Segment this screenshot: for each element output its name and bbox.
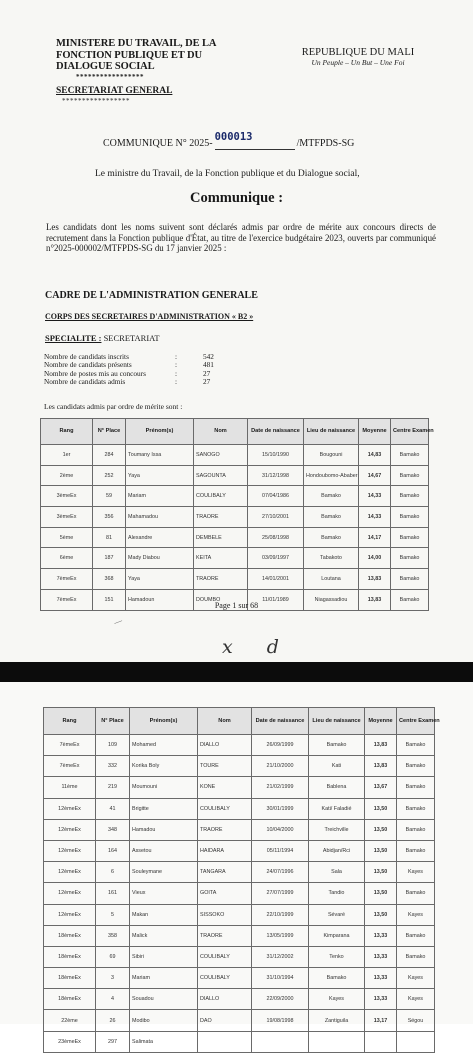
cell-date-naissance: 05/11/1994 (252, 840, 309, 861)
cell-date-naissance: 03/09/1997 (248, 548, 304, 569)
handwritten-initials: x d (222, 636, 293, 658)
cell-prenom: Assetou (130, 840, 198, 861)
cell-lieu-naissance: Tandio (309, 883, 365, 904)
cell-nom: DOUMBO (194, 589, 248, 610)
cell-prenom: Alexandre (126, 527, 194, 548)
cell-rang: 12èmeEx (44, 904, 96, 925)
column-header: Lieu de naissance (304, 419, 359, 445)
cell-prenom: Hamadoun (126, 589, 194, 610)
secretariat-dots: ***************** (62, 97, 130, 105)
stat-value: 542 (203, 352, 214, 361)
cell-moyenne: 13,17 (365, 1010, 397, 1031)
page-separator (0, 662, 473, 682)
cell-moyenne: 13,33 (365, 989, 397, 1010)
cell-date-naissance: 26/09/1999 (252, 735, 309, 756)
cell-centre-examen: Bamako (391, 548, 429, 569)
table-header-row (44, 708, 435, 735)
stat-value: 481 (203, 360, 214, 370)
cell-rang: 18èmeEx (44, 968, 96, 989)
stat-colon: : (175, 377, 178, 387)
communique-title: Communique : (189, 190, 284, 206)
cell-centre-examen: Bamako (391, 527, 429, 548)
cell-moyenne: 14,17 (359, 527, 391, 548)
cell-prenom: Sibiri (130, 946, 198, 967)
column-header: Prénom(s) (126, 419, 194, 445)
table-row (44, 946, 435, 967)
cell-date-naissance: 22/09/2000 (252, 989, 309, 1010)
cell-lieu-naissance: Kati/ Faladié (309, 798, 365, 819)
cell-lieu-naissance: Treichville (309, 819, 365, 840)
ministry-line-1: MINISTERE DU TRAVAIL, DE LA (56, 38, 217, 49)
cell-moyenne: 13,50 (365, 819, 397, 840)
cell-moyenne: 13,83 (365, 756, 397, 777)
cell-moyenne: 13,83 (359, 569, 391, 590)
cell-place: 3 (96, 968, 130, 989)
cell-lieu-naissance: Abidjan/Rci (309, 840, 365, 861)
cell-rang: 22ème (44, 1010, 96, 1031)
table-row (44, 1031, 435, 1052)
stat-label: Nombre de candidats inscrits (44, 352, 129, 361)
table-row (44, 735, 435, 756)
cell-rang: 12èmeEx (44, 862, 96, 883)
cell-place: 81 (93, 527, 126, 548)
cell-prenom: Souleymane (130, 862, 198, 883)
cell-rang: 2ème (41, 465, 93, 486)
cell-rang: 3èmeEx (41, 486, 93, 507)
cell-moyenne: 13,50 (365, 840, 397, 861)
cell-moyenne: 13,50 (365, 798, 397, 819)
column-header: Moyenne (365, 708, 397, 735)
pen-mark: — (112, 615, 124, 628)
cell-prenom: Brigitte (130, 798, 198, 819)
column-header: Prénom(s) (130, 708, 198, 735)
cell-place: 161 (96, 883, 130, 904)
cell-moyenne: 13,67 (365, 777, 397, 798)
cell-lieu-naissance (309, 1031, 365, 1052)
cell-rang: 7èmeEx (44, 735, 96, 756)
cell-nom: COULIBALY (198, 798, 252, 819)
cell-date-naissance: 25/08/1998 (248, 527, 304, 548)
table-row (44, 989, 435, 1010)
column-header: Moyenne (359, 419, 391, 445)
cell-nom: DIALLO (198, 989, 252, 1010)
cell-place: 252 (93, 465, 126, 486)
cell-lieu-naissance: Kayes (309, 989, 365, 1010)
cell-date-naissance: 14/01/2001 (248, 569, 304, 590)
cell-prenom: Mohamed (130, 735, 198, 756)
cell-rang: 12èmeEx (44, 798, 96, 819)
secretariat-general: SECRETARIAT GENERAL (56, 86, 173, 96)
cell-moyenne: 13,33 (365, 925, 397, 946)
cell-date-naissance: 19/08/1998 (252, 1010, 309, 1031)
stat-label: Nombre de postes mis au concours (44, 368, 146, 378)
table-row (44, 819, 435, 840)
cell-moyenne: 14,00 (359, 548, 391, 569)
stat-value: 27 (203, 368, 211, 378)
cell-moyenne: 14,83 (359, 445, 391, 466)
table-row (44, 925, 435, 946)
cell-place: 41 (96, 798, 130, 819)
cell-centre-examen: Bamako (391, 465, 429, 486)
cell-place: 368 (93, 569, 126, 590)
admitted-intro: Les candidats admis par ordre de mérite sont : (44, 402, 183, 411)
column-header: Date de naissance (248, 419, 304, 445)
column-header: N° Place (93, 419, 126, 445)
republic-header (298, 47, 418, 68)
cell-prenom: Souadou (130, 989, 198, 1010)
communique-stamp-number: 000013 (214, 131, 253, 143)
communique-intro: Les candidats dont les noms suivent sont déclarés admis par ordre de mérite aux concours directs de recrutement dans la Fonction publique d'État, au titre de l'exercice budgétaire 2023, ouverts par communiqué n°2025-000002/MTFPDS-SG du 17 janvier 2025 : (46, 222, 436, 254)
cell-place: 164 (96, 840, 130, 861)
cell-rang: 12èmeEx (44, 819, 96, 840)
cell-prenom: Korika Boly (130, 756, 198, 777)
cell-prenom: Mady Diabou (126, 548, 194, 569)
republic-name: REPUBLIQUE DU MALI (301, 47, 415, 58)
cell-prenom: Hamadou (130, 819, 198, 840)
column-header: Nom (194, 419, 248, 445)
cell-place: 109 (96, 735, 130, 756)
table-row (41, 527, 429, 548)
cell-rang: 5ème (41, 527, 93, 548)
cell-place: 69 (96, 946, 130, 967)
cell-centre-examen: Kayes (397, 968, 435, 989)
table-row (41, 548, 429, 569)
cell-rang: 3èmeEx (41, 507, 93, 528)
header-dots: ***************** (76, 72, 144, 81)
column-header: Centre Examen (391, 419, 429, 445)
cell-nom: COULIBALY (194, 486, 248, 507)
stat-row (44, 378, 233, 386)
cell-place: 6 (96, 862, 130, 883)
cell-nom: SISSOKO (198, 904, 252, 925)
cell-rang: 7èmeEx (41, 589, 93, 610)
table-row (41, 507, 429, 528)
cell-centre-examen: Bamako (397, 777, 435, 798)
cell-lieu-naissance: Tabakoto (304, 548, 359, 569)
cell-moyenne: 13,83 (365, 735, 397, 756)
cell-nom: TRAORE (194, 569, 248, 590)
cell-date-naissance: 31/12/1998 (248, 465, 304, 486)
cell-place: 4 (96, 989, 130, 1010)
cell-nom: COULIBALY (198, 968, 252, 989)
cell-date-naissance: 22/10/1999 (252, 904, 309, 925)
cell-nom: HAIDARA (198, 840, 252, 861)
column-header: N° Place (96, 708, 130, 735)
cell-nom: SANOGO (194, 445, 248, 466)
results-table-page-2 (43, 707, 440, 1053)
cell-date-naissance: 27/07/1999 (252, 883, 309, 904)
cell-nom: KEITA (194, 548, 248, 569)
cell-lieu-naissance: Kimparana (309, 925, 365, 946)
column-header: Rang (41, 419, 93, 445)
cell-nom: TOURE (198, 756, 252, 777)
cell-lieu-naissance: Bamako (309, 735, 365, 756)
cell-rang: 7èmeEx (41, 569, 93, 590)
cell-lieu-naissance: Tenko (309, 946, 365, 967)
column-header: Centre Examen (397, 708, 435, 735)
cell-nom: SAGOUNTA (194, 465, 248, 486)
cell-date-naissance (252, 1031, 309, 1052)
cell-nom: DEMBELE (194, 527, 248, 548)
cell-centre-examen: Bamako (391, 569, 429, 590)
stat-colon: : (175, 368, 178, 378)
cell-lieu-naissance: Bablena (309, 777, 365, 798)
column-header: Nom (198, 708, 252, 735)
cell-lieu-naissance: Niagassadiou (304, 589, 359, 610)
cell-date-naissance: 31/12/2002 (252, 946, 309, 967)
cell-lieu-naissance: Bamako (304, 486, 359, 507)
cell-rang: 18èmeEx (44, 989, 96, 1010)
cell-moyenne: 13,50 (365, 904, 397, 925)
number-line (214, 131, 295, 150)
column-header: Rang (44, 708, 96, 735)
cell-nom: TANGARA (198, 862, 252, 883)
cell-moyenne: 13,83 (359, 589, 391, 610)
cell-centre-examen: Ségou (397, 1010, 435, 1031)
cell-place: 297 (96, 1031, 130, 1052)
cell-centre-examen: Bamako (397, 735, 435, 756)
table-row (41, 486, 429, 507)
column-header: Date de naissance (252, 708, 309, 735)
corps-heading: CORPS DES SECRETAIRES D'ADMINISTRATION « B2 » (45, 312, 254, 321)
cell-place: 151 (93, 589, 126, 610)
cell-nom (198, 1031, 252, 1052)
cell-place: 5 (96, 904, 130, 925)
communique-suffix: /MTFPDS-SG (296, 138, 355, 149)
republic-motto: Un Peuple – Un But – Une Foi (311, 58, 405, 67)
cell-rang: 7èmeEx (44, 756, 96, 777)
cell-rang: 18èmeEx (44, 946, 96, 967)
cell-nom: TRAORE (198, 819, 252, 840)
cell-moyenne (365, 1031, 397, 1052)
table-header-row (41, 419, 429, 445)
cell-centre-examen: Bamako (397, 798, 435, 819)
cell-date-naissance: 15/10/1990 (248, 445, 304, 466)
cell-nom: COULIBALY (198, 946, 252, 967)
cell-centre-examen: Bamako (397, 840, 435, 861)
ministry-line-3: DIALOGUE SOCIAL (56, 61, 155, 72)
cell-lieu-naissance: Bamako (304, 527, 359, 548)
stat-label: Nombre de candidats présents (44, 360, 132, 370)
table-row (41, 465, 429, 486)
stat-colon: : (175, 360, 178, 370)
cell-lieu-naissance: Hondoubomo-Ababer (304, 465, 359, 486)
cell-centre-examen: Bamako (391, 507, 429, 528)
cell-prenom: Malick (130, 925, 198, 946)
cell-date-naissance: 10/04/2000 (252, 819, 309, 840)
cell-centre-examen: Bamako (397, 946, 435, 967)
page-number: Page 1 sur 68 (214, 601, 259, 610)
cell-place: 187 (93, 548, 126, 569)
cell-prenom: Yaya (126, 569, 194, 590)
cell-lieu-naissance: Bamako (304, 507, 359, 528)
cell-centre-examen: Kayes (397, 989, 435, 1010)
column-header: Lieu de naissance (309, 708, 365, 735)
cell-nom: TRAORE (194, 507, 248, 528)
cell-centre-examen: Bamako (397, 883, 435, 904)
cell-date-naissance: 31/10/1994 (252, 968, 309, 989)
cell-prenom: Vieux (130, 883, 198, 904)
cell-centre-examen: Bamako (391, 589, 429, 610)
cell-moyenne: 14,33 (359, 507, 391, 528)
cell-lieu-naissance: Zantiguila (309, 1010, 365, 1031)
cell-moyenne: 14,67 (359, 465, 391, 486)
cell-lieu-naissance: Loutana (304, 569, 359, 590)
cell-nom: TRAORE (198, 925, 252, 946)
cell-prenom: Toumany Issa (126, 445, 194, 466)
table-row (44, 862, 435, 883)
table-row (41, 445, 429, 466)
cell-prenom: Salimata (130, 1031, 198, 1052)
cell-centre-examen (397, 1031, 435, 1052)
cell-date-naissance: 30/01/1999 (252, 798, 309, 819)
cell-centre-examen: Bamako (391, 486, 429, 507)
cell-date-naissance: 27/10/2001 (248, 507, 304, 528)
cell-centre-examen: Bamako (391, 445, 429, 466)
cell-lieu-naissance: Sala (309, 862, 365, 883)
cell-centre-examen: Bamako (397, 925, 435, 946)
table-row (44, 840, 435, 861)
stat-value: 27 (203, 377, 211, 387)
cell-place: 59 (93, 486, 126, 507)
cell-place: 219 (96, 777, 130, 798)
cell-rang: 18èmeEx (44, 925, 96, 946)
minister-line: Le ministre du Travail, de la Fonction publique et du Dialogue social, (95, 169, 360, 179)
cell-prenom: Mariam (126, 486, 194, 507)
cell-nom: DAO (198, 1010, 252, 1031)
cell-prenom: Makan (130, 904, 198, 925)
cell-place: 332 (96, 756, 130, 777)
cell-lieu-naissance: Bougouni (304, 445, 359, 466)
cell-lieu-naissance: Kati (309, 756, 365, 777)
cell-rang: 1er (41, 445, 93, 466)
specialite (45, 333, 160, 343)
table-row (44, 968, 435, 989)
cell-rang: 23èmeEx (44, 1031, 96, 1052)
cell-moyenne: 13,33 (365, 968, 397, 989)
table-row (44, 904, 435, 925)
stat-colon: : (175, 352, 178, 361)
specialite-label: SPECIALITE : (45, 333, 102, 343)
cell-place: 356 (93, 507, 126, 528)
ministry-header (56, 38, 246, 81)
cell-centre-examen: Kayes (397, 904, 435, 925)
document-page-2 (0, 682, 473, 1045)
table-row (41, 569, 429, 590)
cell-prenom: Moumouni (130, 777, 198, 798)
cell-date-naissance: 11/01/1989 (248, 589, 304, 610)
cell-date-naissance: 21/02/1999 (252, 777, 309, 798)
ministry-line-2: FONCTION PUBLIQUE ET DU (56, 49, 202, 61)
cell-moyenne: 14,33 (359, 486, 391, 507)
cell-place: 284 (93, 445, 126, 466)
cell-prenom: Mariam (130, 968, 198, 989)
cell-prenom: Yaya (126, 465, 194, 486)
cell-lieu-naissance: Sévaré (309, 904, 365, 925)
cell-nom: KONE (198, 777, 252, 798)
table-row (44, 1010, 435, 1031)
results-table-page-1 (40, 418, 434, 611)
cell-place: 26 (96, 1010, 130, 1031)
cell-place: 358 (96, 925, 130, 946)
communique-prefix: COMMUNIQUE N° 2025- (103, 138, 213, 149)
specialite-value: SECRETARIAT (103, 333, 160, 343)
stat-label: Nombre de candidats admis (44, 377, 126, 387)
cell-rang: 6ème (41, 548, 93, 569)
cadre-heading: CADRE DE L'ADMINISTRATION GENERALE (45, 290, 258, 301)
table-row (44, 777, 435, 798)
cell-rang: 12èmeEx (44, 840, 96, 861)
cell-centre-examen: Bamako (397, 819, 435, 840)
cell-moyenne: 13,33 (365, 946, 397, 967)
table-row (44, 883, 435, 904)
cell-date-naissance: 13/05/1999 (252, 925, 309, 946)
cell-rang: 11ème (44, 777, 96, 798)
cell-date-naissance: 21/10/2000 (252, 756, 309, 777)
cell-centre-examen: Bamako (397, 756, 435, 777)
cell-rang: 12èmeEx (44, 883, 96, 904)
cell-lieu-naissance: Bamako (309, 968, 365, 989)
cell-moyenne: 13,50 (365, 883, 397, 904)
cell-moyenne: 13,50 (365, 862, 397, 883)
cell-nom: DIALLO (198, 735, 252, 756)
communique-number (103, 131, 355, 150)
candidate-stats (44, 353, 233, 387)
table-row (44, 798, 435, 819)
table-row (44, 756, 435, 777)
cell-centre-examen: Kayes (397, 862, 435, 883)
cell-place: 348 (96, 819, 130, 840)
cell-date-naissance: 24/07/1996 (252, 862, 309, 883)
cell-prenom: Mahamadou (126, 507, 194, 528)
cell-date-naissance: 07/04/1986 (248, 486, 304, 507)
cell-prenom: Modibo (130, 1010, 198, 1031)
cell-nom: GOITA (198, 883, 252, 904)
